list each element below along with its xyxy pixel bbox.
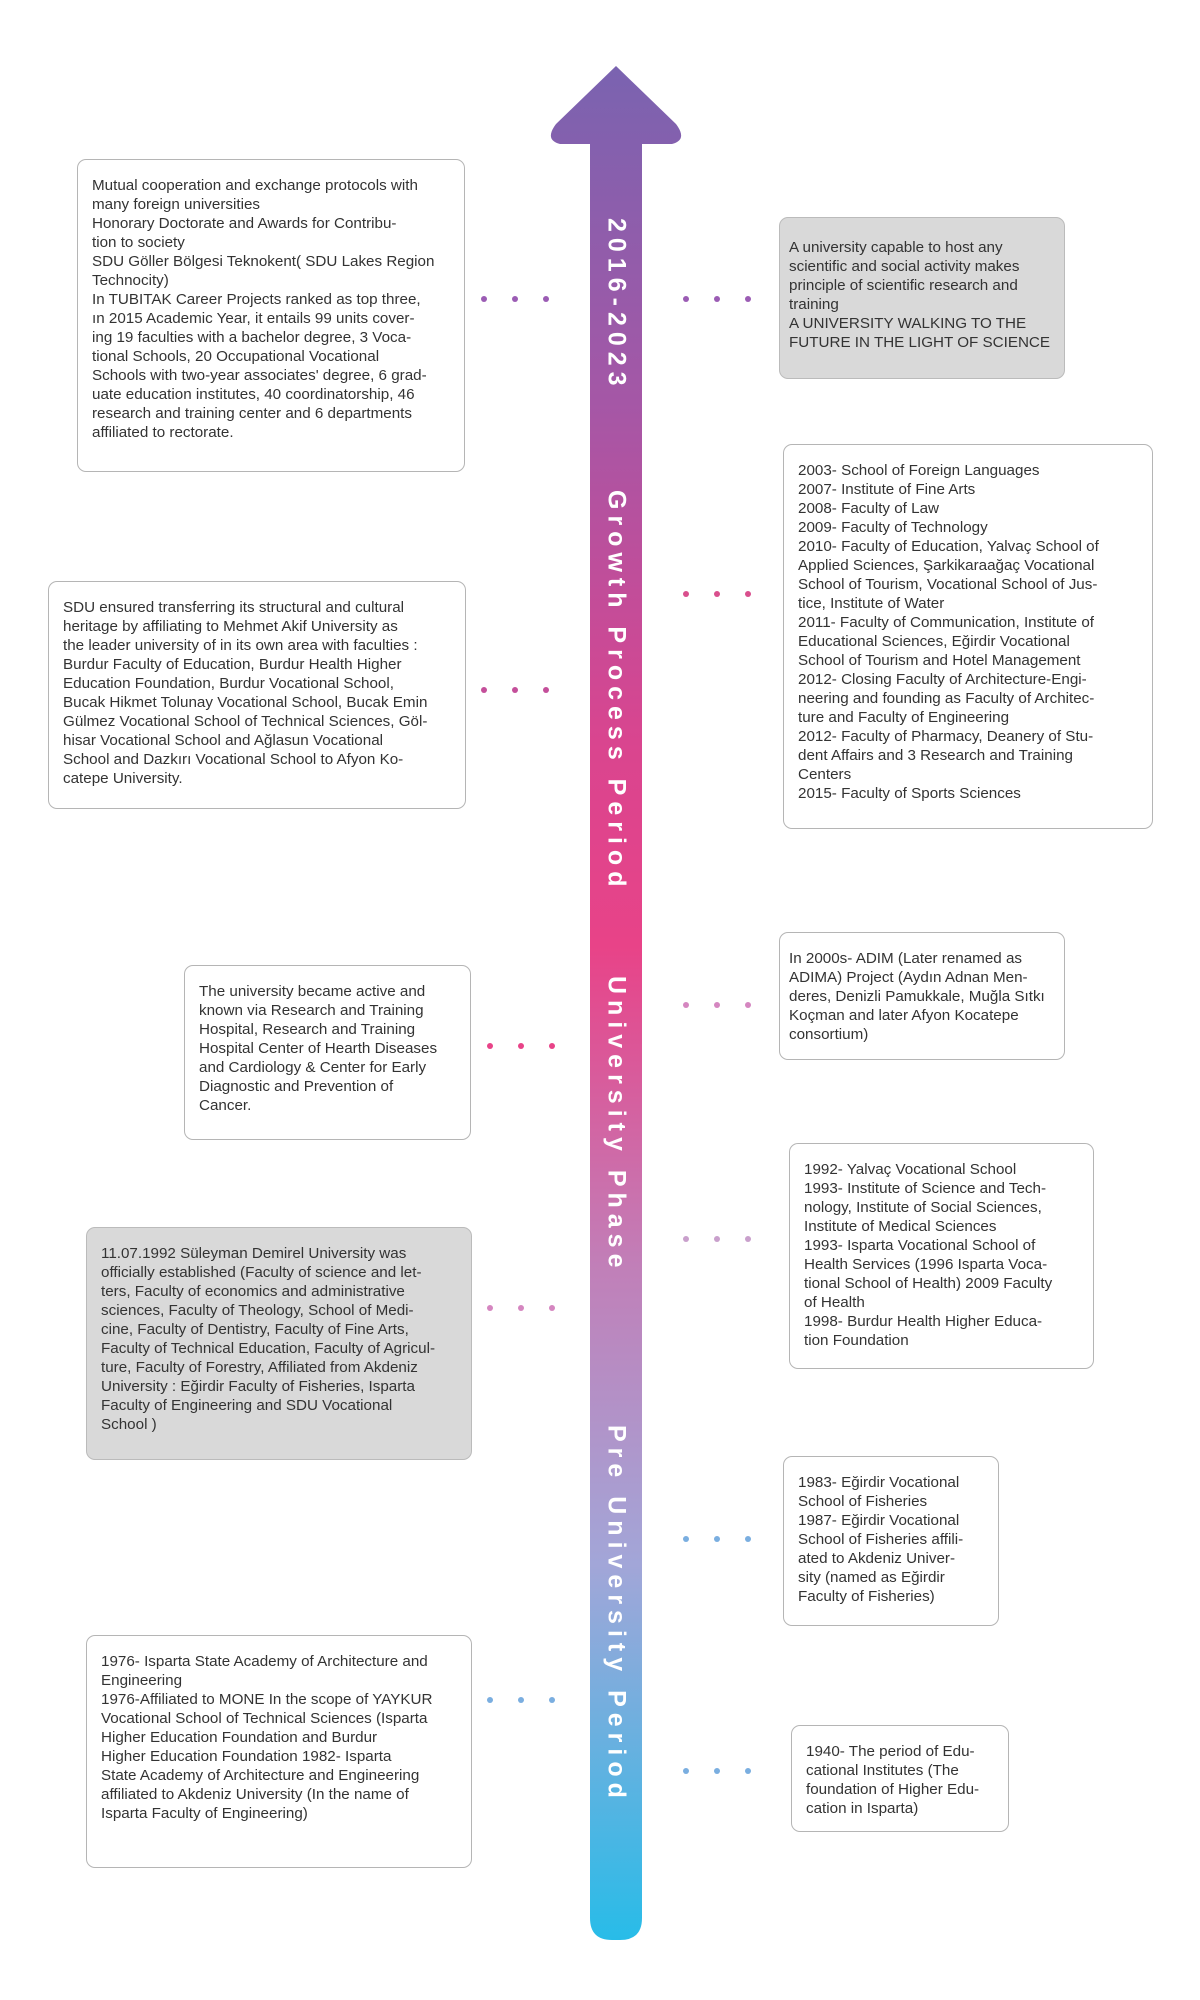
connector-dot xyxy=(683,1768,689,1774)
event-text: 2003- School of Foreign Languages xyxy=(798,462,1040,479)
event-text: officially established (Faculty of science and let- xyxy=(101,1264,422,1281)
event-text: 1976-Affiliated to MONE In the scope of YAYKUR xyxy=(101,1691,433,1708)
event-text: 2008- Faculty of Law xyxy=(798,500,939,517)
event-text: tice, Institute of Water xyxy=(798,595,945,612)
event-text: 2012- Faculty of Pharmacy, Deanery of Stu- xyxy=(798,728,1094,745)
event-text: affiliated to Akdeniz University (In the name of xyxy=(101,1786,409,1803)
connector-dot xyxy=(481,687,487,693)
event-text: 1993- Isparta Vocational School of xyxy=(804,1237,1036,1254)
event-text: SDU ensured transferring its structural and cultural xyxy=(63,599,405,616)
connector-dot xyxy=(683,1536,689,1542)
event-text: known via Research and Training xyxy=(199,1002,424,1019)
event-text: Educational Sciences, Eğirdir Vocational xyxy=(798,633,1070,650)
event-text: 1983- Eğirdir Vocational xyxy=(798,1474,960,1491)
event-text: ADIMA) Project (Aydın Adnan Men- xyxy=(789,969,1028,986)
event-text: ing 19 faculties with a bachelor degree, 3 Voca- xyxy=(92,329,412,346)
connector-dot xyxy=(518,1043,524,1049)
connector-dots-left-4 xyxy=(487,1697,555,1703)
event-text: training xyxy=(789,296,839,313)
event-text: Schools with two-year associates' degree, 6 grad- xyxy=(92,367,427,384)
event-text: Higher Education Foundation and Burdur xyxy=(101,1729,378,1746)
connector-dots-right-0 xyxy=(683,296,751,302)
event-text: Honorary Doctorate and Awards for Contribu- xyxy=(92,215,397,232)
event-text: ture and Faculty of Engineering xyxy=(798,709,1010,726)
connector-dots-right-3 xyxy=(683,1236,751,1242)
connector-dots-right-2 xyxy=(683,1002,751,1008)
event-text: and Cardiology & Center for Early xyxy=(199,1059,427,1076)
event-text: scientific and social activity makes xyxy=(789,258,1020,275)
event-text: 2009- Faculty of Technology xyxy=(798,519,988,536)
connector-dot xyxy=(549,1305,555,1311)
event-text: principle of scientific research and xyxy=(789,277,1018,294)
event-text: affiliated to rectorate. xyxy=(92,424,234,441)
connector-dots-left-1 xyxy=(481,687,549,693)
event-text: The university became active and xyxy=(199,983,426,1000)
event-text: In TUBITAK Career Projects ranked as top three, xyxy=(92,291,421,308)
event-text: hisar Vocational School and Ağlasun Vocational xyxy=(63,732,384,749)
event-text: Faculty of Engineering and SDU Vocational xyxy=(101,1397,393,1414)
event-box-left-0 xyxy=(77,159,465,472)
event-text: State Academy of Architecture and Engineering xyxy=(101,1767,420,1784)
event-text: many foreign universities xyxy=(92,196,260,213)
connector-dot xyxy=(683,296,689,302)
connector-dot xyxy=(745,1002,751,1008)
event-text: A university capable to host any xyxy=(789,239,1003,256)
event-text: sciences, Faculty of Theology, School of Medi- xyxy=(101,1302,414,1319)
connector-dot xyxy=(714,1768,720,1774)
event-box-right-5 xyxy=(791,1725,1009,1832)
connector-dot xyxy=(745,1236,751,1242)
event-text: research and training center and 6 departments xyxy=(92,405,412,422)
phase-label-university-phase: University Phase xyxy=(602,976,631,1274)
event-text: Faculty of Technical Education, Faculty of Agricul- xyxy=(101,1340,436,1357)
event-text: Hospital Center of Hearth Diseases xyxy=(199,1040,438,1057)
connector-dot xyxy=(745,296,751,302)
event-text: 1998- Burdur Health Higher Educa- xyxy=(804,1313,1043,1330)
event-text: cine, Faculty of Dentistry, Faculty of Fine Arts, xyxy=(101,1321,409,1338)
connector-dots-right-4 xyxy=(683,1536,751,1542)
event-text: 2015- Faculty of Sports Sciences xyxy=(798,785,1021,802)
event-text: uate education institutes, 40 coordinatorship, 46 xyxy=(92,386,415,403)
event-text: tion to society xyxy=(92,234,185,251)
event-text: School ) xyxy=(101,1416,157,1433)
connector-dot xyxy=(549,1697,555,1703)
event-text: School and Dazkırı Vocational School to Afyon Ko- xyxy=(63,751,404,768)
event-text: 1987- Eğirdir Vocational xyxy=(798,1512,960,1529)
connector-dot xyxy=(714,296,720,302)
event-box-right-0 xyxy=(779,217,1065,379)
connector-dot xyxy=(745,1536,751,1542)
event-text: Health Services (1996 Isparta Voca- xyxy=(804,1256,1048,1273)
event-box-right-4 xyxy=(783,1456,999,1626)
event-text: 1992- Yalvaç Vocational School xyxy=(804,1161,1017,1178)
event-text: Mutual cooperation and exchange protocols with xyxy=(92,177,418,194)
event-text: nology, Institute of Social Sciences, xyxy=(804,1199,1042,1216)
connector-dot xyxy=(518,1305,524,1311)
connector-dot xyxy=(714,591,720,597)
event-text: Bucak Hikmet Tolunay Vocational School, Bucak Emin xyxy=(63,694,428,711)
connector-dots-right-1 xyxy=(683,591,751,597)
event-text: 2010- Faculty of Education, Yalvaç School of xyxy=(798,538,1099,555)
connector-dot xyxy=(543,296,549,302)
event-text: Koçman and later Afyon Kocatepe xyxy=(789,1007,1019,1024)
connector-dot xyxy=(714,1236,720,1242)
event-text: consortium) xyxy=(789,1026,869,1043)
event-text: Isparta Faculty of Engineering) xyxy=(101,1805,308,1822)
connector-dot xyxy=(487,1697,493,1703)
connector-dot xyxy=(487,1305,493,1311)
connector-dot xyxy=(543,687,549,693)
event-text: FUTURE IN THE LIGHT OF SCIENCE xyxy=(789,334,1051,351)
event-box-right-1 xyxy=(783,444,1153,829)
event-text: Engineering xyxy=(101,1672,183,1689)
event-text: tional School of Health) 2009 Faculty xyxy=(804,1275,1053,1292)
connector-dots-right-5 xyxy=(683,1768,751,1774)
connector-dots-left-3 xyxy=(487,1305,555,1311)
event-text: of Health xyxy=(804,1294,865,1311)
connector-dot xyxy=(745,1768,751,1774)
event-text: sity (named as Eğirdir xyxy=(798,1569,945,1586)
event-text: 11.07.1992 Süleyman Demirel University was xyxy=(101,1245,407,1262)
event-text: Centers xyxy=(798,766,852,783)
event-text: Applied Sciences, Şarkikaraağaç Vocational xyxy=(798,557,1095,574)
event-text: ters, Faculty of economics and administrative xyxy=(101,1283,405,1300)
event-text: Vocational School of Technical Sciences (Isparta xyxy=(101,1710,428,1727)
event-text: Technocity) xyxy=(92,272,169,289)
event-text: School of Tourism, Vocational School of Jus- xyxy=(798,576,1098,593)
event-box-left-3 xyxy=(86,1227,472,1460)
phase-label-2016-2023: 2016-2023 xyxy=(602,218,631,392)
connector-dot xyxy=(683,1002,689,1008)
connector-dot xyxy=(487,1043,493,1049)
connector-dot xyxy=(683,1236,689,1242)
connector-dot xyxy=(512,687,518,693)
connector-dot xyxy=(512,296,518,302)
connector-dot xyxy=(549,1043,555,1049)
event-text: Gülmez Vocational School of Technical Sciences, Göl- xyxy=(63,713,428,730)
connector-dots-left-2 xyxy=(487,1043,555,1049)
event-text: catepe University. xyxy=(63,770,183,787)
event-text: SDU Göller Bölgesi Teknokent( SDU Lakes Region xyxy=(92,253,435,270)
connector-dot xyxy=(518,1697,524,1703)
event-box-left-4 xyxy=(86,1635,472,1868)
event-text: Faculty of Fisheries) xyxy=(798,1588,935,1605)
connector-dot xyxy=(481,296,487,302)
connector-dot xyxy=(714,1002,720,1008)
event-box-left-2 xyxy=(184,965,471,1140)
event-text: 1993- Institute of Science and Tech- xyxy=(804,1180,1047,1197)
event-text: foundation of Higher Edu- xyxy=(806,1781,980,1798)
event-text: Burdur Faculty of Education, Burdur Health Higher xyxy=(63,656,402,673)
event-text: tion Foundation xyxy=(804,1332,909,1349)
connector-dot xyxy=(714,1536,720,1542)
event-text: Institute of Medical Sciences xyxy=(804,1218,997,1235)
event-box-right-3 xyxy=(789,1143,1094,1369)
connector-dot xyxy=(683,591,689,597)
event-text: heritage by affiliating to Mehmet Akif University as xyxy=(63,618,398,635)
event-text: 2011- Faculty of Communication, Institute of xyxy=(798,614,1095,631)
event-text: University : Eğirdir Faculty of Fisheries, Isparta xyxy=(101,1378,415,1395)
event-box-right-2 xyxy=(779,932,1065,1060)
event-text: tional Schools, 20 Occupational Vocational xyxy=(92,348,380,365)
event-text: neering and founding as Faculty of Architec- xyxy=(798,690,1095,707)
event-text: Higher Education Foundation 1982- Isparta xyxy=(101,1748,392,1765)
event-text: Diagnostic and Prevention of xyxy=(199,1078,394,1095)
event-text: ated to Akdeniz Univer- xyxy=(798,1550,956,1567)
event-text: Cancer. xyxy=(199,1097,252,1114)
event-text: School of Tourism and Hotel Management xyxy=(798,652,1081,669)
event-text: ture, Faculty of Forestry, Affiliated from Akdeniz xyxy=(101,1359,418,1376)
event-text: ın 2015 Academic Year, it entails 99 units cover- xyxy=(92,310,415,327)
event-text: School of Fisheries affili- xyxy=(798,1531,964,1548)
event-text: Hospital, Research and Training xyxy=(199,1021,416,1038)
phase-label-growth-process: Growth Process Period xyxy=(602,490,631,893)
event-text: A UNIVERSITY WALKING TO THE xyxy=(789,315,1027,332)
event-text: dent Affairs and 3 Research and Training xyxy=(798,747,1073,764)
event-text: In 2000s- ADIM (Later renamed as xyxy=(789,950,1022,967)
connector-dot xyxy=(745,591,751,597)
event-text: 1940- The period of Edu- xyxy=(806,1743,975,1760)
event-box-left-1 xyxy=(48,581,466,809)
event-text: 2007- Institute of Fine Arts xyxy=(798,481,976,498)
event-text: 1976- Isparta State Academy of Architecture and xyxy=(101,1653,428,1670)
connector-dots-left-0 xyxy=(481,296,549,302)
event-text: deres, Denizli Pamukkale, Muğla Sıtkı xyxy=(789,988,1045,1005)
event-text: School of Fisheries xyxy=(798,1493,928,1510)
event-text: cation in Isparta) xyxy=(806,1800,919,1817)
event-text: Education Foundation, Burdur Vocational School, xyxy=(63,675,394,692)
event-text: 2012- Closing Faculty of Architecture-Engi- xyxy=(798,671,1087,688)
event-text: cational Institutes (The xyxy=(806,1762,959,1779)
phase-label-pre-university: Pre University Period xyxy=(602,1425,631,1804)
event-text: the leader university of in its own area with faculties : xyxy=(63,637,418,654)
